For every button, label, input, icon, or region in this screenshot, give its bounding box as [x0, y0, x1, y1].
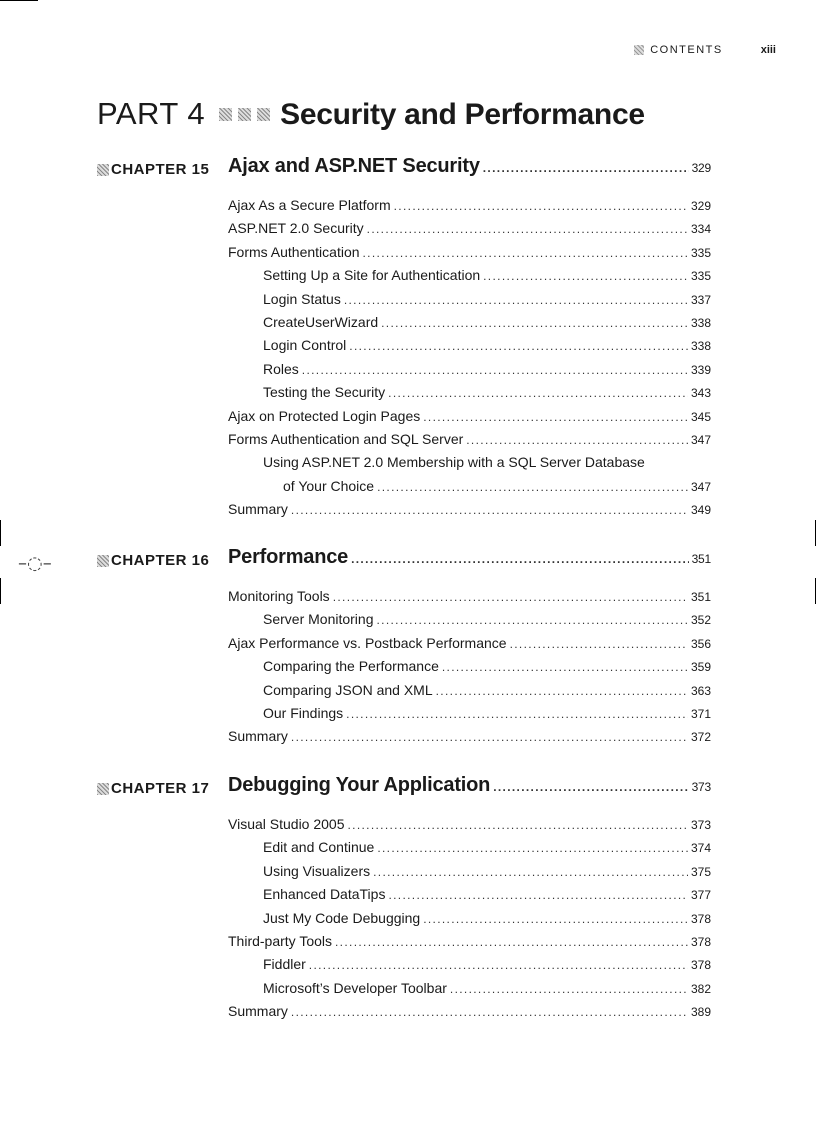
toc-entry-page: 352 — [690, 613, 711, 628]
toc-entry-title: Summary — [228, 728, 288, 745]
pattern-block-icon — [219, 108, 232, 121]
toc-entry-title: Using Visualizers — [263, 862, 371, 879]
toc-entry-page: 375 — [690, 864, 711, 879]
chapter-title: Ajax and ASP.NET Security — [228, 155, 480, 177]
toc-entry-page: 349 — [690, 503, 711, 518]
leader-dots — [291, 730, 688, 744]
toc-entry-title: Using ASP.NET 2.0 Membership with a SQL Server Database — [263, 454, 645, 471]
crop-mark — [0, 578, 1, 604]
chapter-number: CHAPTER 17 — [111, 780, 210, 797]
toc-entry-title: Summary — [228, 1003, 288, 1020]
toc-entry[interactable] — [228, 588, 711, 611]
toc-entry-page: 337 — [690, 292, 711, 307]
toc-entry[interactable] — [228, 816, 711, 839]
toc-entry-title: Login Control — [263, 337, 347, 354]
toc-entry-page: 377 — [690, 888, 711, 903]
toc-entry-page: 329 — [690, 199, 711, 213]
toc-entry-page: 371 — [690, 707, 711, 721]
leader-dots — [373, 865, 688, 879]
toc-entry-title: Comparing JSON and XML — [263, 681, 433, 698]
toc-entry-page: 363 — [690, 683, 711, 698]
chapter-page: 351 — [691, 552, 711, 566]
leader-dots — [510, 637, 688, 651]
toc-entry-page: 351 — [690, 590, 711, 604]
toc-entry-page: 356 — [690, 636, 711, 651]
chapter-title-entry[interactable] — [228, 155, 711, 178]
toc-entry-title: of Your Choice — [283, 477, 375, 494]
toc-entry-title: Third-party Tools — [228, 933, 333, 949]
leader-dots — [335, 935, 688, 949]
chapter-label — [97, 552, 209, 569]
toc-entry[interactable] — [263, 839, 711, 862]
toc-entry[interactable] — [228, 635, 711, 658]
pattern-block-icon — [634, 45, 644, 55]
toc-entry[interactable] — [228, 244, 711, 267]
part-heading — [97, 96, 645, 132]
leader-dots — [351, 552, 689, 566]
toc-entry[interactable] — [228, 220, 711, 243]
toc-entry[interactable] — [263, 682, 711, 705]
chapter-number: CHAPTER 15 — [111, 161, 210, 178]
toc-entry-page: 338 — [690, 316, 711, 330]
toc-entry[interactable] — [228, 408, 711, 431]
toc-entry-title: Microsoft’s Developer Toolbar — [263, 979, 447, 996]
toc-entry-title: Summary — [228, 501, 288, 518]
crop-mark — [0, 0, 38, 1]
leader-dots — [344, 293, 688, 307]
toc-entry-page: 335 — [690, 269, 711, 284]
chapter-label — [97, 161, 209, 178]
chapter-title: Performance — [228, 546, 349, 568]
toc-entry-title: Forms Authentication and SQL Server — [228, 431, 464, 447]
toc-entry[interactable] — [263, 384, 711, 407]
chapter-title-entry[interactable] — [228, 546, 711, 569]
part-title: Security and Performance — [280, 98, 645, 131]
toc-entry-page: 334 — [690, 222, 711, 237]
toc-entry[interactable] — [283, 478, 711, 501]
toc-entry-page: 359 — [690, 660, 711, 675]
leader-dots — [394, 199, 688, 213]
toc-entry[interactable] — [263, 910, 711, 933]
toc-entry[interactable] — [263, 658, 711, 681]
toc-entry-page: 372 — [690, 730, 711, 745]
toc-entry-page: 339 — [690, 362, 711, 377]
leader-dots — [348, 818, 688, 832]
toc-entry[interactable] — [263, 291, 711, 314]
toc-entry-title: Enhanced DataTips — [263, 886, 386, 903]
chapter-label — [97, 780, 209, 797]
toc-entry-title: Roles — [263, 360, 299, 377]
header-page-number: xiii — [760, 44, 776, 56]
chapter-page: 329 — [691, 161, 711, 175]
running-header — [634, 44, 776, 56]
leader-dots — [363, 246, 688, 260]
leader-dots — [291, 1005, 688, 1019]
leader-dots — [367, 222, 688, 236]
part-divider-blocks — [219, 108, 270, 121]
toc-entry-title: Login Status — [263, 290, 341, 307]
toc-entry-title: Forms Authentication — [228, 243, 360, 260]
toc-entry[interactable] — [263, 454, 645, 477]
leader-dots — [423, 410, 688, 424]
toc-entry-title: Fiddler — [263, 956, 306, 973]
leader-dots — [381, 316, 688, 330]
toc-entry-page: 378 — [690, 911, 711, 926]
toc-entry-title: Just My Code Debugging — [263, 909, 421, 926]
toc-entry[interactable] — [263, 863, 711, 886]
leader-dots — [483, 269, 688, 283]
leader-dots — [436, 684, 688, 698]
toc-entry-title: ASP.NET 2.0 Security — [228, 220, 364, 237]
leader-dots — [291, 503, 688, 517]
leader-dots — [388, 386, 688, 400]
toc-entry-page: 374 — [690, 841, 711, 856]
pattern-block-icon — [97, 164, 109, 176]
toc-entry-page: 347 — [690, 479, 711, 494]
chapter-title-entry[interactable] — [228, 774, 711, 797]
toc-entry[interactable] — [228, 197, 711, 220]
toc-entry-title: Comparing the Performance — [263, 658, 439, 675]
leader-dots — [309, 958, 688, 972]
crop-mark — [0, 520, 1, 546]
pattern-block-icon — [257, 108, 270, 121]
part-label: PART 4 — [97, 96, 206, 131]
toc-entry[interactable] — [228, 501, 711, 524]
registration-mark-icon: –◌– — [18, 553, 52, 574]
toc-entry-page: 338 — [690, 339, 711, 354]
leader-dots — [302, 363, 688, 377]
chapter-page: 373 — [691, 780, 711, 794]
leader-dots — [483, 161, 689, 175]
toc-entry[interactable] — [228, 933, 711, 956]
toc-entry-page: 347 — [690, 433, 711, 447]
leader-dots — [377, 613, 688, 627]
toc-entry-title: Edit and Continue — [263, 839, 375, 856]
leader-dots — [423, 912, 688, 926]
pattern-block-icon — [238, 108, 251, 121]
toc-entry[interactable] — [263, 980, 711, 1003]
leader-dots — [442, 660, 688, 674]
leader-dots — [333, 590, 688, 604]
toc-entry-title: Testing the Security — [263, 384, 386, 401]
pattern-block-icon — [97, 783, 109, 795]
toc-entry-title: Server Monitoring — [263, 611, 374, 628]
toc-entry[interactable] — [228, 1003, 711, 1026]
toc-entry-title: Ajax As a Secure Platform — [228, 197, 391, 213]
toc-entry-title: Ajax Performance vs. Postback Performance — [228, 634, 507, 651]
chapter-title: Debugging Your Application — [228, 774, 491, 796]
leader-dots — [388, 888, 688, 902]
toc-entry-title: Our Findings — [263, 705, 344, 721]
chapter-number: CHAPTER 16 — [111, 552, 210, 569]
header-section: CONTENTS — [650, 44, 723, 56]
toc-entry[interactable] — [263, 267, 711, 290]
toc-entry-page: 335 — [690, 245, 711, 260]
toc-entry-title: Monitoring Tools — [228, 588, 330, 604]
toc-entry[interactable] — [263, 611, 711, 634]
toc-entry-title: Ajax on Protected Login Pages — [228, 407, 421, 424]
leader-dots — [346, 707, 688, 721]
toc-entry-page: 378 — [690, 935, 711, 949]
toc-entry[interactable] — [263, 314, 711, 337]
toc-entry[interactable] — [263, 337, 711, 360]
toc-entry-title: Setting Up a Site for Authentication — [263, 267, 481, 284]
toc-entry[interactable] — [263, 886, 711, 909]
toc-entry-page: 378 — [690, 958, 711, 973]
toc-entry-page: 382 — [690, 981, 711, 996]
toc-entry-title: CreateUserWizard — [263, 314, 379, 330]
toc-entry-page: 345 — [690, 409, 711, 424]
toc-entry-page: 373 — [690, 818, 711, 832]
pattern-block-icon — [97, 555, 109, 567]
toc-entry-page: 389 — [690, 1005, 711, 1020]
toc-entry-page: 343 — [690, 386, 711, 401]
leader-dots — [377, 841, 688, 855]
toc-entry[interactable] — [228, 728, 711, 751]
leader-dots — [450, 982, 688, 996]
toc-entry[interactable] — [263, 705, 711, 728]
toc-entry-title: Visual Studio 2005 — [228, 816, 345, 832]
leader-dots — [493, 780, 688, 794]
leader-dots — [377, 480, 688, 494]
leader-dots — [349, 339, 688, 353]
toc-entry[interactable] — [263, 361, 711, 384]
toc-entry[interactable] — [263, 956, 711, 979]
toc-entry[interactable] — [228, 431, 711, 454]
leader-dots — [466, 433, 688, 447]
